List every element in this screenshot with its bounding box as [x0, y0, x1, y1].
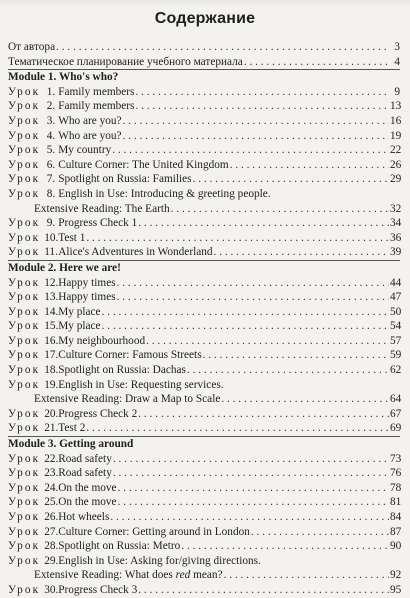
- dot-leader: [110, 510, 389, 525]
- page-number: 92: [390, 569, 402, 582]
- lesson-row: [8, 305, 400, 320]
- lesson-row: [8, 129, 400, 144]
- lesson-label: Урок: [8, 511, 41, 523]
- lesson-number: 15.: [44, 320, 59, 333]
- lesson-title: My country: [58, 144, 112, 157]
- page-number: 19: [390, 129, 402, 142]
- dot-leader: [117, 276, 389, 291]
- lesson-number: 17.: [44, 349, 59, 362]
- dot-leader: [187, 363, 389, 378]
- lesson-number: 1.: [46, 85, 56, 98]
- lesson-row: [8, 114, 400, 129]
- lesson-row: [8, 495, 400, 510]
- lesson-label: Урок: [8, 422, 41, 435]
- lesson-number: 11.: [44, 246, 58, 259]
- dot-leader: [244, 55, 389, 70]
- lesson-row: [8, 407, 400, 422]
- dot-leader: [251, 525, 389, 540]
- lesson-label: Урок: [8, 217, 41, 230]
- dot-leader: [118, 481, 389, 496]
- page-number: 67: [390, 407, 402, 420]
- page-number: 57: [390, 334, 402, 347]
- dot-leader: [112, 143, 389, 158]
- lesson-number: 29.: [44, 554, 59, 567]
- lesson-number: 16.: [44, 334, 59, 347]
- page-edge-shadow: [0, 0, 410, 8]
- lesson-title: Spotlight on Russia: Families: [58, 173, 192, 186]
- lesson-number: 3.: [46, 114, 56, 127]
- lesson-number: 14.: [44, 305, 59, 318]
- page-number: 76: [390, 467, 402, 480]
- lesson-title: Progress Check 3: [58, 583, 138, 596]
- dot-leader: [102, 305, 389, 320]
- lesson-label: Урок: [8, 173, 41, 186]
- lesson-label: Урок: [8, 114, 41, 127]
- lesson-row: [8, 216, 400, 231]
- lesson-label: Урок: [8, 554, 41, 567]
- lesson-number: 10.: [44, 231, 59, 244]
- page-number: 95: [390, 583, 402, 596]
- page-number: 22: [390, 144, 402, 157]
- lesson-row: [8, 583, 400, 598]
- lesson-number: 23.: [44, 467, 59, 480]
- lesson-row: [8, 231, 400, 246]
- lesson-row: [8, 276, 400, 291]
- lesson-label: Урок: [8, 452, 41, 465]
- lesson-title: Progress Check 1: [58, 217, 138, 230]
- page-number: 44: [390, 276, 402, 289]
- lesson-label: Урок: [8, 85, 41, 98]
- lesson-title: Test 1: [58, 231, 86, 244]
- lesson-row: [8, 143, 400, 158]
- page-number: 29: [390, 173, 402, 186]
- lesson-title: English in Use: Asking for/giving directions.: [58, 554, 261, 567]
- dot-leader: [181, 539, 389, 554]
- lesson-title: Progress Check 2: [58, 407, 138, 420]
- lesson-row: [8, 554, 400, 569]
- lesson-row: [8, 290, 400, 305]
- lesson-row: [8, 85, 400, 100]
- emphasis-word: red: [175, 569, 191, 582]
- lesson-label: Урок: [8, 467, 41, 480]
- page-number: 39: [390, 246, 402, 259]
- lesson-label: Урок: [8, 540, 41, 553]
- lesson-row: [8, 363, 400, 378]
- lesson-number: 27.: [44, 525, 59, 538]
- dot-leader: [135, 99, 389, 114]
- lesson-continuation-row: [8, 392, 400, 407]
- lesson-title: Family members: [58, 85, 135, 98]
- lesson-title: Road safety: [58, 467, 112, 480]
- lesson-label: Урок: [8, 291, 41, 304]
- lesson-row: [8, 334, 400, 349]
- lesson-label: Урок: [8, 334, 41, 347]
- lesson-label: Урок: [8, 378, 41, 391]
- lesson-title: Alice's Adventures in Wonderland: [58, 246, 213, 259]
- lesson-title: Test 2: [58, 422, 86, 435]
- lesson-row: [8, 539, 400, 554]
- dot-leader: [123, 114, 389, 129]
- lesson-label: Урок: [8, 364, 41, 377]
- toc-row: [8, 55, 400, 70]
- lesson-label: Урок: [8, 320, 41, 333]
- page-number: 62: [390, 364, 402, 377]
- lesson-label: Урок: [8, 187, 41, 200]
- page-number: 59: [390, 349, 402, 362]
- page-number: 32: [390, 202, 402, 215]
- lesson-label: Урок: [8, 496, 41, 509]
- lesson-continuation-row: [8, 568, 400, 583]
- page-number: 64: [390, 393, 402, 406]
- lesson-label: Урок: [8, 276, 41, 289]
- module-heading: Module 2. Here we are!: [8, 260, 400, 276]
- page-number: 90: [390, 540, 402, 553]
- lesson-title: Culture Corner: Famous Streets: [58, 349, 202, 362]
- lesson-title: My place: [58, 320, 101, 333]
- lesson-label: Урок: [8, 305, 41, 318]
- dot-leader: [138, 407, 389, 422]
- lesson-number: 28.: [44, 540, 59, 553]
- lesson-title: Hot wheels: [58, 511, 110, 523]
- dot-leader: [113, 452, 389, 467]
- lesson-number: 5.: [46, 144, 56, 157]
- toc-row: [8, 40, 400, 55]
- lesson-number: 4.: [46, 129, 56, 142]
- dot-leader: [203, 348, 389, 363]
- dot-leader: [138, 583, 389, 598]
- page-number: 78: [390, 481, 402, 494]
- lesson-label: Урок: [8, 100, 41, 113]
- lesson-title: On the move: [58, 496, 117, 509]
- lesson-number: 2.: [46, 100, 56, 113]
- dot-leader: [146, 334, 389, 349]
- lesson-row: [8, 187, 400, 202]
- lesson-number: 21.: [44, 422, 59, 435]
- lesson-title-continued: Extensive Reading: What does red mean?: [34, 569, 223, 582]
- dot-leader: [193, 172, 389, 187]
- dot-leader: [86, 231, 389, 246]
- lesson-row: [8, 525, 400, 540]
- lesson-label: Урок: [8, 407, 41, 420]
- lesson-title: On the move: [58, 481, 117, 494]
- page-number: 9: [394, 85, 400, 98]
- lesson-row: [8, 245, 400, 260]
- lesson-label: Урок: [8, 144, 41, 157]
- page-number: 26: [390, 158, 402, 171]
- page-number: 34: [390, 217, 402, 230]
- lesson-number: 18.: [44, 364, 59, 377]
- dot-leader: [56, 40, 389, 55]
- dot-leader: [102, 319, 389, 334]
- lesson-row: [8, 99, 400, 114]
- lesson-number: 9.: [46, 217, 56, 230]
- lesson-row: [8, 348, 400, 363]
- lesson-title: Culture Corner: Getting around in London: [58, 525, 250, 538]
- module-heading: Module 3. Getting around: [8, 436, 400, 452]
- lesson-title: Who are you?: [58, 114, 122, 127]
- page-number: 4: [394, 55, 400, 68]
- lesson-title: Culture Corner: The United Kingdom: [58, 158, 229, 171]
- lesson-number: 12.: [44, 276, 59, 289]
- lesson-title-continued: Extensive Reading: The Earth: [34, 202, 170, 215]
- page-number: 3: [394, 41, 400, 53]
- lesson-label: Урок: [8, 349, 41, 362]
- dot-leader: [221, 392, 389, 407]
- lesson-row: [8, 172, 400, 187]
- lesson-number: 30.: [44, 583, 59, 596]
- lesson-label: Урок: [8, 481, 41, 494]
- dot-leader: [138, 216, 389, 231]
- lesson-number: 6.: [46, 158, 56, 171]
- lesson-label: Урок: [8, 158, 41, 171]
- page-number: 36: [390, 231, 402, 244]
- lesson-row: [8, 466, 400, 481]
- dot-leader: [224, 568, 389, 583]
- lesson-title: Happy times: [58, 291, 116, 304]
- lesson-title: Spotlight on Russia: Metro: [58, 540, 181, 553]
- lesson-number: 8.: [46, 187, 56, 200]
- lesson-label: Урок: [8, 246, 41, 259]
- lesson-continuation-row: [8, 202, 400, 217]
- lesson-number: 19.: [44, 378, 59, 391]
- lesson-label: Урок: [8, 129, 41, 142]
- page-number: 16: [390, 114, 402, 127]
- page-number: 54: [390, 320, 402, 333]
- lesson-title: My place: [58, 305, 101, 318]
- page-number: 69: [390, 422, 402, 435]
- toc-list: [8, 40, 400, 598]
- lesson-label: Урок: [8, 525, 41, 538]
- dot-leader: [117, 290, 389, 305]
- page-number: 81: [390, 496, 402, 509]
- entry-title: От автора: [8, 41, 56, 53]
- lesson-title: English in Use: Requesting services.: [58, 378, 224, 391]
- lesson-label: Урок: [8, 583, 41, 596]
- dot-leader: [214, 245, 389, 260]
- dot-leader: [135, 85, 389, 100]
- dot-leader: [123, 129, 389, 144]
- lesson-number: 20.: [44, 407, 59, 420]
- lesson-row: [8, 319, 400, 334]
- lesson-row: [8, 158, 400, 173]
- lesson-row: [8, 452, 400, 467]
- lesson-title: Who are you?: [58, 129, 122, 142]
- page-number: 84: [390, 511, 402, 523]
- dot-leader: [171, 202, 389, 217]
- lesson-number: 13.: [44, 291, 59, 304]
- entry-title: Тематическое планирование учебного материала: [8, 55, 243, 68]
- lesson-row: [8, 421, 400, 436]
- lesson-label: Урок: [8, 231, 41, 244]
- lesson-row: [8, 510, 400, 525]
- page-number: 47: [390, 291, 402, 304]
- page-title: Содержание: [154, 10, 256, 27]
- lesson-row: [8, 378, 400, 393]
- lesson-title: My neighbourhood: [58, 334, 146, 347]
- lesson-title: Happy times: [58, 276, 116, 289]
- lesson-title: Spotlight on Russia: Dachas: [58, 364, 186, 377]
- lesson-title: Family members: [58, 100, 135, 113]
- dot-leader: [230, 158, 389, 173]
- lesson-number: 24.: [44, 481, 59, 494]
- dot-leader: [118, 495, 389, 510]
- page-number: 73: [390, 452, 402, 465]
- lesson-row: [8, 481, 400, 496]
- page-number: 13: [390, 100, 402, 113]
- lesson-number: 26.: [44, 511, 59, 523]
- lesson-number: 7.: [46, 173, 56, 186]
- module-heading: Module 1. Who's who?: [8, 69, 400, 85]
- page-number: 50: [390, 305, 402, 318]
- lesson-title: Road safety: [58, 452, 112, 465]
- page-number: 87: [390, 525, 402, 538]
- lesson-title: English in Use: Introducing & greeting people.: [58, 187, 271, 200]
- dot-leader: [113, 466, 389, 481]
- lesson-title-continued: Extensive Reading: Draw a Map to Scale: [34, 393, 221, 406]
- dot-leader: [86, 421, 389, 436]
- lesson-number: 22.: [44, 452, 59, 465]
- lesson-number: 25.: [44, 496, 59, 509]
